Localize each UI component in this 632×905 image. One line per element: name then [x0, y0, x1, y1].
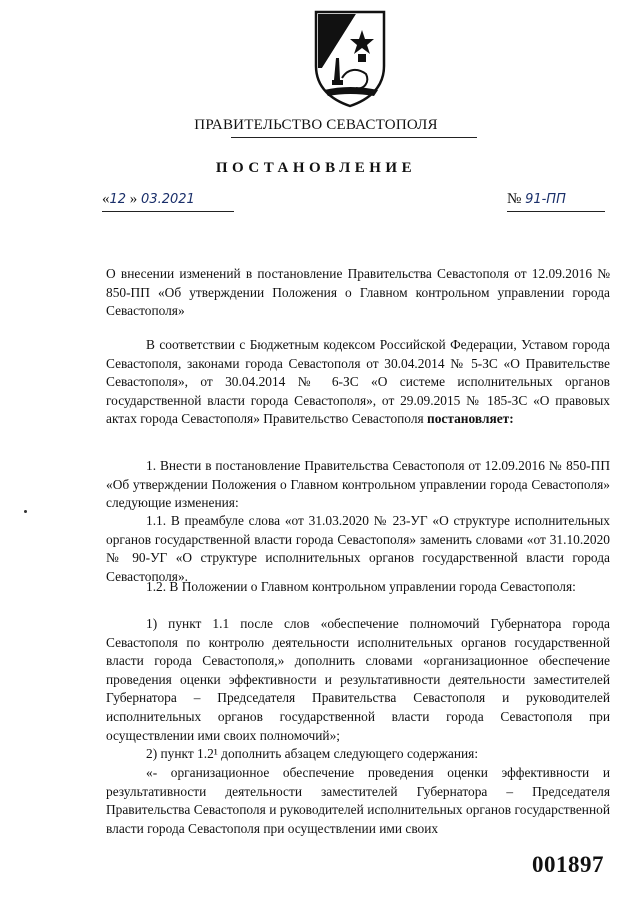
date-close-quote: »: [126, 191, 142, 207]
header-divider: [231, 137, 477, 138]
document-type-title: ПОСТАНОВЛЕНИЕ: [215, 160, 417, 176]
preamble-paragraph: [106, 336, 610, 429]
document-serial-number: 001897: [532, 852, 604, 877]
date-open-quote: «: [102, 191, 110, 207]
sevastopol-coat-of-arms-emblem: [312, 8, 388, 108]
preamble-tail: :: [509, 411, 514, 427]
document-number-field: [507, 191, 605, 212]
number-prefix: №: [507, 191, 526, 207]
date-day: 12: [109, 192, 127, 207]
organization-name: ПРАВИТЕЛЬСТВО СЕВАСТОПОЛЯ: [194, 117, 438, 133]
document-date-field: [102, 191, 234, 212]
document-subject: О внесении изменений в постановление Правительства Севастополя от 12.09.2016 № 850-ПП «Об утверждении Положения о Главном контрольном управлении города Севастополя»: [106, 266, 610, 319]
preamble-text: В соответствии с Бюджетным кодексом Российской Федерации, Уставом города Севастополя, законами города Севастополя от 30.04.2014 № 5-ЗС «О Правительстве Севастополя», от 30.04.2014 № 6-ЗС «О системе исполнительных органов государственной власти города Севастополя», от 29.09.2015 № 185-ЗС «О правовых актах города Севастополя» Правительство Севастополя: [106, 337, 610, 427]
quoted-addition: «- организационное обеспечение проведения оценки эффективности и результативности деятельности заместителей Губернатора – Председателя Правительства Севастополя и руководителей исполнительных органов государственной власти города Севастополя при осуществлении ими своих: [106, 765, 610, 836]
scan-speck: [24, 510, 27, 513]
date-month-year: 03.2021: [141, 192, 195, 207]
preamble-keyword: постановляет: [427, 411, 510, 427]
clause-1-1: 1.1. В преамбуле слова «от 31.03.2020 № 23-УГ «О структуре исполнительных органов государственной власти города Севастополя» заменить словами «от 31.10.2020 № 90-УГ «О структуре исполнительных органов государственной власти города Севастополя».: [106, 513, 610, 584]
clause-1-2: 1.2. В Положении о Главном контрольном управлении города Севастополя:: [146, 579, 576, 594]
subclause-1: 1) пункт 1.1 после слов «обеспечение полномочий Губернатора города Севастополя по контролю деятельности исполнительных органов государственной власти города Севастополя,» дополнить словами «организационное обеспечение проведения оценки эффективности и результативности деятельности заместителей Губернатора – Председателя Правительства Севастополя и руководителей исполнительных органов государственной власти города Севастополя при осуществлении ими своих полномочий»;: [106, 616, 610, 743]
clause-1: 1. Внести в постановление Правительства Севастополя от 12.09.2016 № 850-ПП «Об утверждении Положения о Главном контрольном управлении города Севастополя» следующие изменения:: [106, 458, 610, 511]
number-value: 91-ПП: [525, 192, 566, 207]
subclause-2: 2) пункт 1.2¹ дополнить абзацем следующего содержания:: [146, 746, 479, 761]
